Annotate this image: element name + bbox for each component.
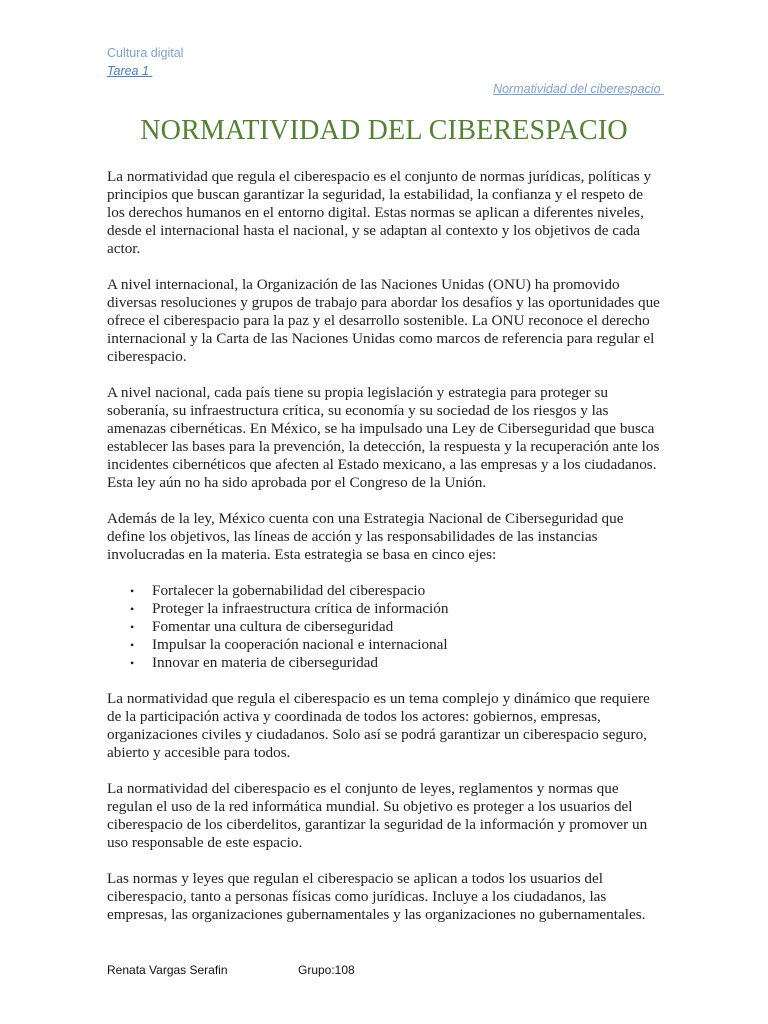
paragraph: La normatividad que regula el ciberespacio es el conjunto de normas jurídicas, políticas y principios que buscan garantizar la seguridad, la estabilidad, la confianza y el respeto de los derechos humanos en el entorno digital. Estas normas se aplican a diferentes niveles, desde el internacional hasta el nacional, y se adaptan al contexto y los objetivos de cada actor. — [107, 168, 652, 257]
paragraph: Además de la ley, México cuenta con una Estrategia Nacional de Ciberseguridad que define los objetivos, las líneas de acción y las responsabilidades de las instancias involucradas en la materia. Esta estrategia se basa en cinco ejes: — [107, 510, 624, 563]
list-item-text: Innovar en materia de ciberseguridad — [152, 654, 379, 671]
list-item — [130, 618, 663, 636]
bullet-icon: • — [130, 620, 135, 634]
bullet-icon: • — [130, 584, 135, 598]
footer-group: Grupo:108 — [298, 963, 355, 977]
list-item-text: Impulsar la cooperación nacional e internacional — [152, 636, 448, 653]
bullet-icon: • — [130, 602, 135, 616]
paragraph: A nivel nacional, cada país tiene su propia legislación y estrategia para proteger su soberanía, su infraestructura crítica, su economía y su sociedad de los riesgos y las amenazas cibernéticas. En México, se ha impulsado una Ley de Ciberseguridad que busca establecer las bases para la prevención, la detección, la respuesta y la recuperación ante los incidentes cibernéticos que afecten al Estado mexicano, a las empresas y a los ciudadanos. Esta ley aún no ha sido aprobada por el Congreso de la Unión. — [107, 384, 660, 491]
document-title: NORMATIVIDAD DEL CIBERESPACIO — [140, 115, 628, 146]
topic-link[interactable]: Normatividad del ciberespacio — [493, 82, 664, 96]
course-name: Cultura digital — [107, 46, 184, 60]
list-item-text: Fomentar una cultura de ciberseguridad — [152, 618, 394, 635]
list-item — [130, 582, 663, 600]
list-item — [130, 654, 663, 672]
paragraph: La normatividad del ciberespacio es el conjunto de leyes, reglamentos y normas que regulan el uso de la red informática mundial. Su objetivo es proteger a los usuarios del ciberespacio de los ciberdelitos, garantizar la seguridad de la información y promover un uso responsable de este espacio. — [107, 780, 648, 851]
document-body — [107, 168, 663, 942]
list-item-text: Fortalecer la gobernabilidad del ciberespacio — [152, 582, 426, 599]
footer-author: Renata Vargas Serafin — [107, 963, 228, 977]
task-link[interactable]: Tarea 1 — [107, 64, 153, 78]
paragraph: Las normas y leyes que regulan el ciberespacio se aplican a todos los usuarios del ciberespacio, tanto a personas físicas como jurídicas. Incluye a los ciudadanos, las empresas, las organizaciones gubernamentales y las organizaciones no gubernamentales. — [107, 870, 646, 923]
bullet-icon: • — [130, 656, 135, 670]
paragraph: A nivel internacional, la Organización de las Naciones Unidas (ONU) ha promovido diversas resoluciones y grupos de trabajo para abordar los desafíos y las oportunidades que ofrece el ciberespacio para la paz y el desarrollo sostenible. La ONU reconoce el derecho internacional y la Carta de las Naciones Unidas como marcos de referencia para regular el ciberespacio. — [107, 276, 660, 365]
list-item-text: Proteger la infraestructura crítica de información — [152, 600, 449, 617]
bullet-icon: • — [130, 638, 135, 652]
axes-list — [107, 582, 663, 672]
list-item — [130, 600, 663, 618]
paragraph: La normatividad que regula el ciberespacio es un tema complejo y dinámico que requiere de la participación activa y coordinada de todos los actores: gobiernos, empresas, organizaciones civiles y ciudadanos. Solo así se podrá garantizar un ciberespacio seguro, abierto y accesible para todos. — [107, 690, 650, 761]
list-item — [130, 636, 663, 654]
